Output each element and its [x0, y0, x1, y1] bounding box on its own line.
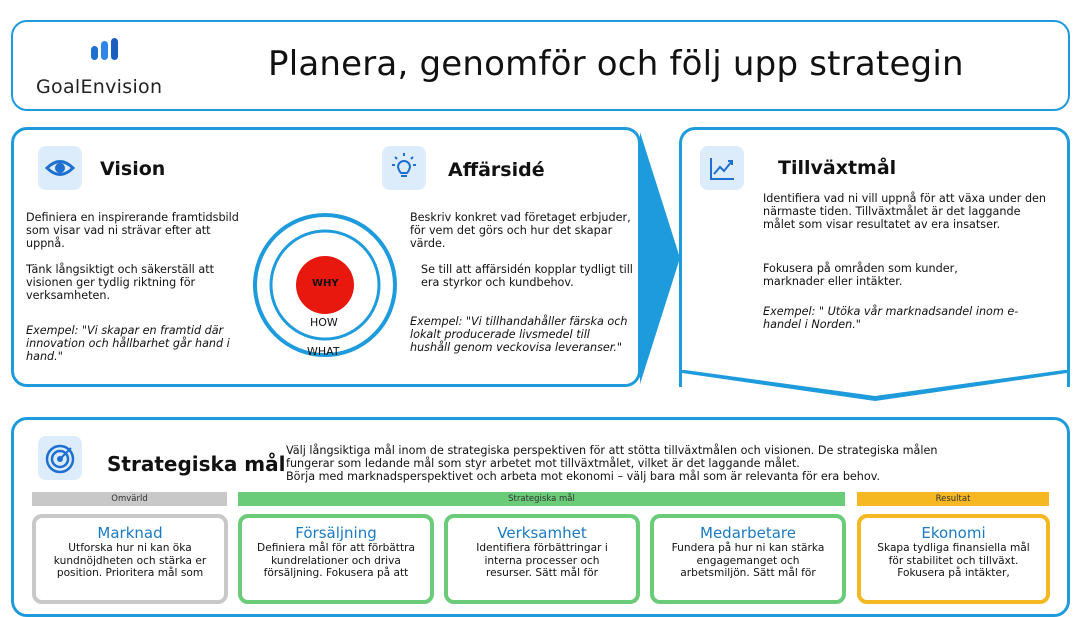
affarside-text-2: Se till att affärsidén kopplar tydligt till era styrkor och kundbehov. [421, 263, 633, 289]
logo-text: GoalEnvision [36, 76, 163, 98]
affarside-title: Affärsidé [448, 159, 545, 181]
goalenvision-logo-icon [91, 38, 121, 60]
card-text-line: Identifiera förbättringar i [476, 542, 608, 554]
card-text-line: interna processer och [484, 554, 600, 567]
tillvaxtmal-title: Tillväxtmål [778, 157, 897, 179]
why-label: WHY [312, 278, 339, 289]
trend-chart-icon [700, 146, 744, 190]
tillvaxtmal-text-1: Identifiera vad ni vill uppnå för att växa under den närmaste tiden. Tillväxtmålet är det laggande målet som visar resultatet av era insatser. [763, 192, 1047, 231]
card-text-line: Definiera mål för att förbättra [257, 542, 415, 554]
card-title: Marknad [97, 524, 163, 542]
eye-icon [38, 146, 82, 190]
tillvaxtmal-example: Exempel: " Utöka vår marknadsandel inom e-handel i Norden." [763, 305, 1019, 331]
tillvaxtmal-text-2: Fokusera på områden som kunder, marknader eller intäkter. [763, 262, 958, 288]
lightbulb-icon [382, 146, 426, 190]
card-text-line: Fundera på hur ni kan stärka [671, 542, 825, 554]
card-text-line: Skapa tydliga finansiella mål [877, 542, 1030, 554]
target-icon [38, 436, 82, 480]
card-title: Ekonomi [921, 524, 986, 542]
card-text-line: position. Prioritera mål som [56, 567, 204, 579]
vision-text-1: Definiera en inspirerande framtidsbild som visar vad ni strävar efter att uppnå. [26, 211, 239, 250]
how-label: HOW [310, 316, 338, 329]
header-box [11, 20, 1070, 111]
card-marknad [32, 514, 228, 604]
card-title: Medarbetare [700, 524, 796, 542]
page-title: Planera, genomför och följ upp strategin [268, 44, 964, 84]
resultat-bar: Resultat [857, 492, 1049, 506]
card-title: Verksamhet [497, 524, 587, 542]
card-text-line: för stabilitet och tillväxt. [888, 554, 1019, 567]
vision-text-2: Tänk långsiktigt och säkerställ att visionen ger tydlig riktning för verksamheten. [26, 263, 214, 302]
strategiska-desc-2: fungerar som ledande mål som styr arbetet mot tillväxtmålet, vilket är det laggande målet. [286, 457, 800, 470]
card-text-line: resurser. Sätt mål för [486, 567, 598, 579]
omvarld-bar: Omvärld [32, 492, 227, 506]
card-title: Försäljning [295, 524, 377, 542]
card-text-line: kundnöjdheten och stärka er [53, 554, 207, 567]
card-verksamhet [444, 514, 640, 604]
card-text-line: Fokusera på intäkter, [897, 567, 1010, 579]
vision-title: Vision [100, 158, 166, 180]
what-label: WHAT [307, 345, 340, 358]
strategiska-desc-1: Välj långsiktiga mål inom de strategiska perspektiven för att stötta tillväxtmålen och visionen. De strategiska målen [286, 444, 938, 457]
card-text-line: arbetsmiljön. Sätt mål för [680, 567, 816, 579]
vision-example: Exempel: "Vi skapar en framtid där innovation och hållbarhet går hand i hand." [26, 324, 230, 363]
card-text-line: försäljning. Fokusera på att [263, 567, 409, 579]
strategiska-mal-bar: Strategiska mål [238, 492, 845, 506]
card-text-line: Utforska hur ni kan öka [68, 542, 192, 554]
card-text-line: engagemanget och [696, 554, 800, 567]
card-text-line: kundrelationer och driva [271, 554, 401, 567]
strategiska-desc-3: Börja med marknadsperspektivet och arbeta mot ekonomi – välj bara mål som är relevanta för era behov. [286, 470, 881, 483]
card-ekonomi [857, 514, 1050, 604]
card-medarbetare [650, 514, 846, 604]
affarside-text-1: Beskriv konkret vad företaget erbjuder, för vem det görs och hur det skapar värde. [410, 211, 631, 250]
tillvaxtmal-arrow-bottom [679, 370, 1070, 404]
affarside-example: Exempel: "Vi tillhandahåller färska och lokalt producerade livsmedel till hushåll genom veckovisa leveranser." [410, 315, 628, 354]
strategiska-title: Strategiska mål [107, 452, 286, 476]
card-forsaljning [238, 514, 434, 604]
